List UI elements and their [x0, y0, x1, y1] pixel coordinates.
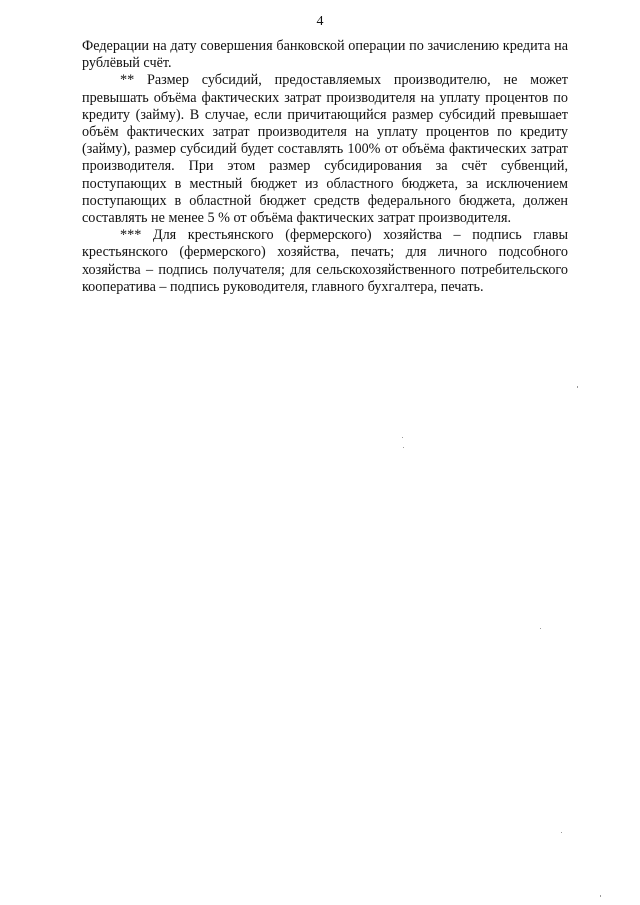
- scan-speck: [402, 437, 403, 438]
- paragraph-continuation: Федерации на дату совершения банковской операции по зачислению кредита на рублёвый счёт.: [82, 38, 568, 72]
- scan-speck: [577, 386, 578, 388]
- footnote-double-asterisk: ** Размер субсидий, предоставляемых производителю, не может превышать объёма фактических затрат производителя на уплату процентов по кредиту (займу). В случае, если причитающийся размер субсидий превышает объём фактических затрат производителя на уплату процентов по кредиту (займу), размер субсидий будет составлять 100% от объёма фактических затрат производителя. При этом размер субсидирования за счёт субвенций, поступающих в местный бюджет из областного бюджета, за исключением поступающих в областной бюджет средств федерального бюджета, должен составлять не менее 5 % от объёма фактических затрат производителя.: [82, 72, 568, 227]
- page-number: 4: [316, 14, 324, 29]
- scan-speck: [561, 832, 562, 833]
- page-content: [82, 38, 568, 296]
- scan-speck: [600, 895, 601, 897]
- scan-speck: [403, 447, 404, 448]
- footnote-triple-asterisk: *** Для крестьянского (фермерского) хозяйства – подпись главы крестьянского (фермерского) хозяйства, печать; для личного подсобного хозяйства – подпись получателя; для сельскохозяйственного потребительского кооператива – подпись руководителя, главного бухгалтера, печать.: [82, 227, 568, 295]
- scan-speck: [540, 628, 541, 629]
